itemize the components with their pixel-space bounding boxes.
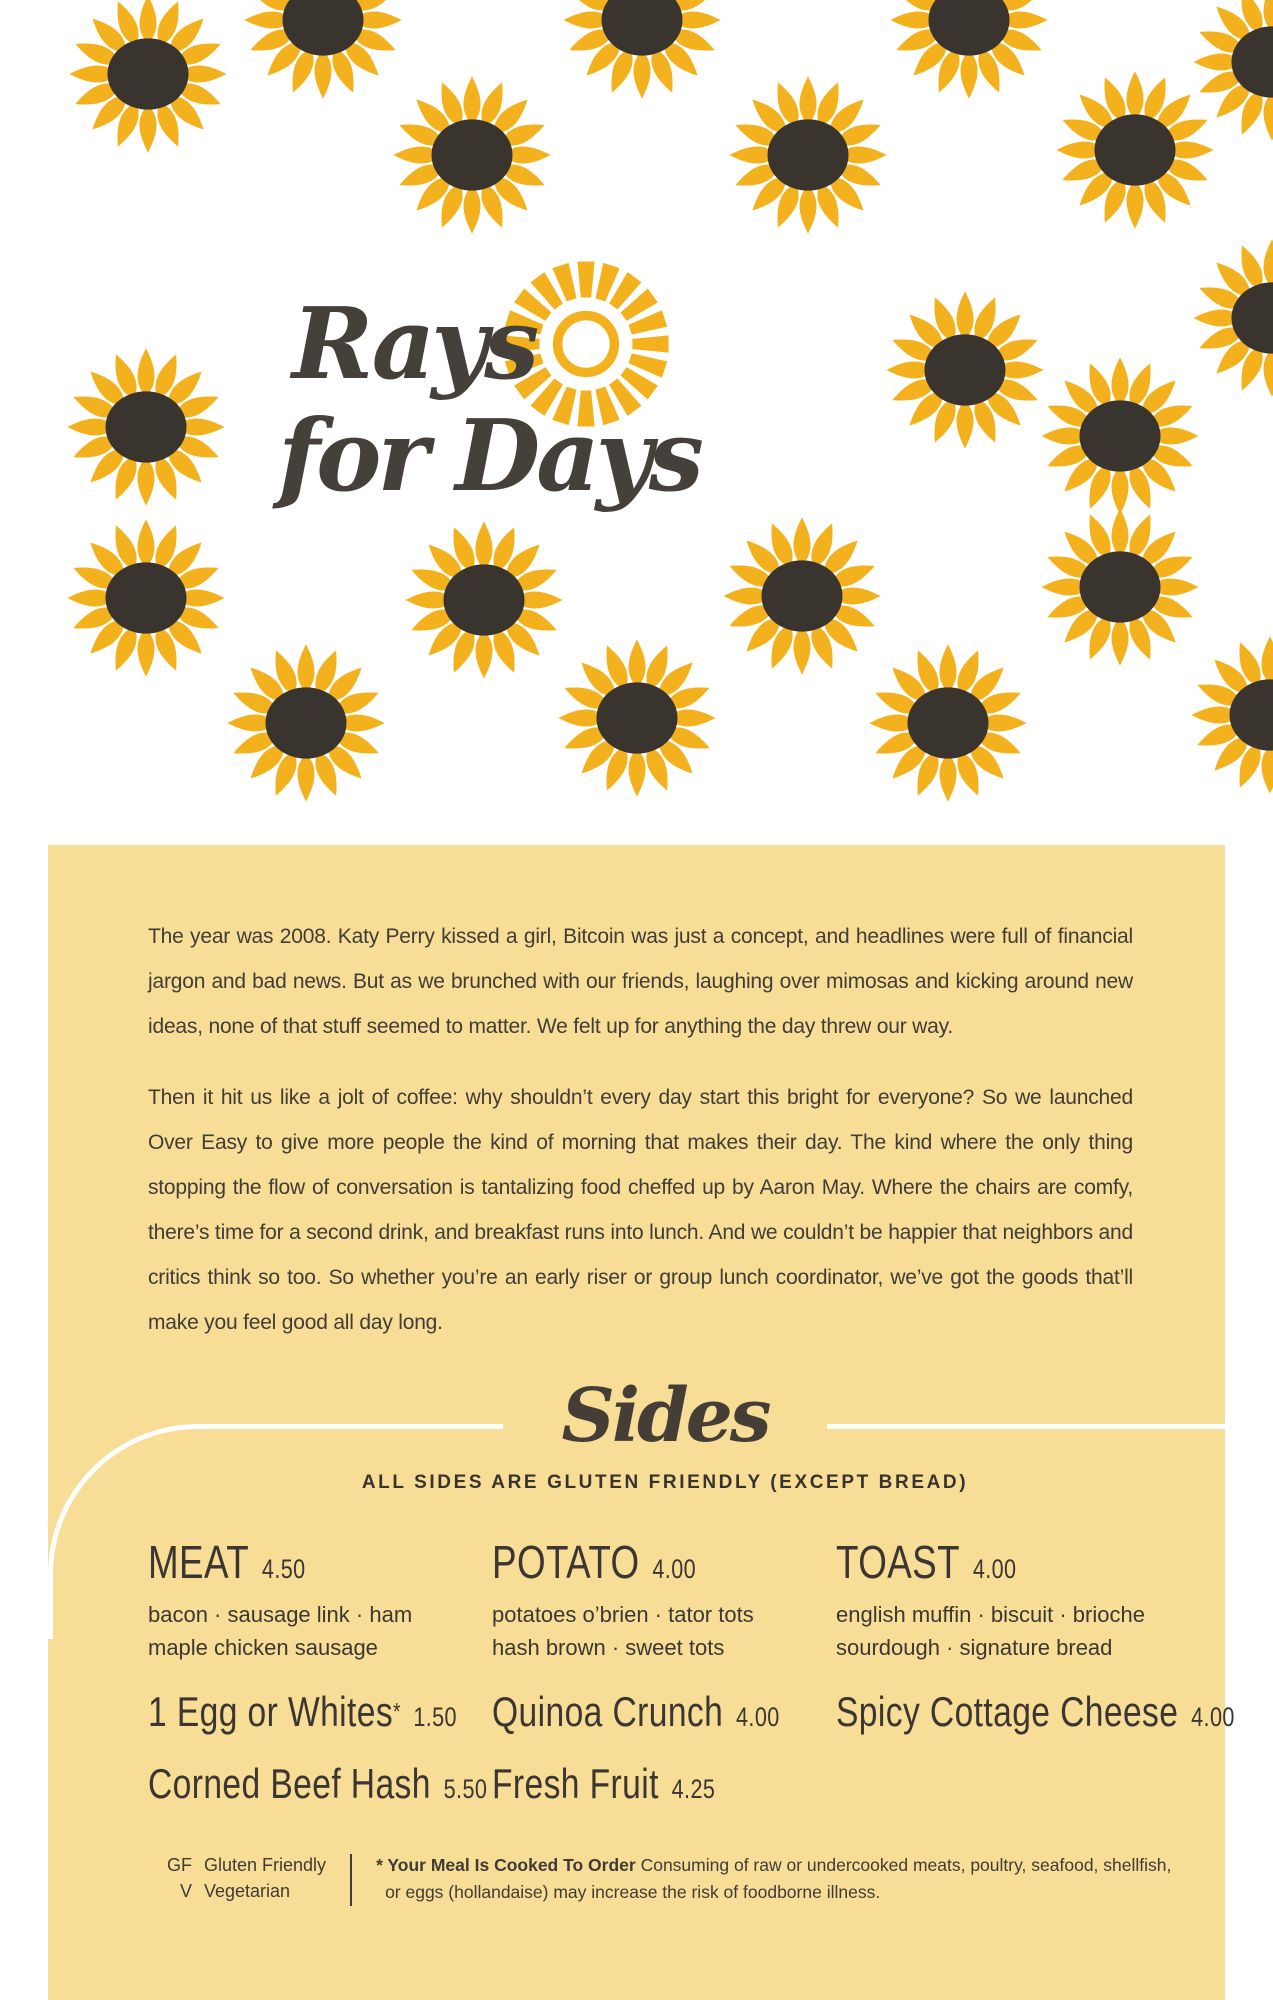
- dietary-legend: [148, 1852, 326, 1904]
- item-price: 5.50: [443, 1774, 488, 1804]
- menu-item-quinoa-crunch: [492, 1688, 780, 1736]
- group-name-row: [836, 1538, 1113, 1586]
- sunflower-decoration: [884, 289, 1046, 456]
- intro-story: [148, 914, 1133, 1371]
- sunflower-icon: [884, 289, 1046, 451]
- menu-group-meat: [148, 1538, 492, 1664]
- sides-heading-wrap: [148, 1369, 1182, 1463]
- sides-heading: Sides: [503, 1369, 826, 1463]
- group-desc: sourdough · signature bread: [836, 1635, 1113, 1660]
- group-name-row: [148, 1538, 423, 1586]
- sides-menu: [148, 1536, 1235, 1808]
- sunflower-icon: [403, 519, 565, 681]
- sunflower-icon: [561, 0, 723, 101]
- logo-word-for-days: for Days: [278, 399, 700, 514]
- logo-word-rays: Rays: [292, 287, 536, 402]
- sides-subtitle: ALL SIDES ARE GLUTEN FRIENDLY (EXCEPT BREAD): [361, 1472, 969, 1493]
- sunflower-icon: [65, 517, 227, 679]
- legend-abbr-gf: GF: [167, 1855, 192, 1875]
- sunflower-icon: [721, 515, 883, 677]
- sunflower-decoration: [65, 517, 227, 684]
- group-desc: bacon · sausage link · ham: [148, 1602, 413, 1627]
- item-price: 4.00: [736, 1702, 780, 1732]
- sunflower-icon: [727, 74, 889, 236]
- sunflower-icon: [1189, 634, 1273, 796]
- sunflower-icon: [1039, 355, 1201, 517]
- hero-section: [0, 0, 1273, 845]
- menu-item-egg: [148, 1688, 457, 1736]
- item-name: Quinoa Crunch: [492, 1688, 724, 1735]
- sunflower-decoration: [721, 515, 883, 682]
- sunflower-decoration: [225, 642, 387, 809]
- sunflower-icon: [65, 346, 227, 508]
- menu-group-toast: [836, 1538, 1182, 1664]
- sunflower-decoration: [67, 0, 229, 160]
- cooked-to-order-disclaimer: [376, 1852, 1171, 1906]
- item-price: 1.50: [413, 1702, 457, 1732]
- menu-group-potato: [492, 1538, 836, 1664]
- group-desc: hash brown · sweet tots: [492, 1635, 725, 1660]
- sunflower-icon: [1039, 506, 1201, 668]
- sunflower-icon: [391, 74, 553, 236]
- item-asterisk: *: [393, 1698, 401, 1726]
- sunflower-icon: [67, 0, 229, 155]
- sunflower-decoration: [1039, 355, 1201, 522]
- yellow-panel: [48, 845, 1235, 2000]
- group-price: 4.00: [972, 1554, 1017, 1584]
- sunflower-icon: [225, 642, 387, 804]
- sunflower-decoration: [727, 74, 889, 241]
- legend-label-gf: Gluten Friendly: [204, 1855, 327, 1875]
- menu-item-fresh-fruit: [492, 1760, 767, 1808]
- sunflower-decoration: [242, 0, 404, 106]
- group-price: 4.50: [261, 1554, 306, 1584]
- item-name: 1 Egg or Whites: [148, 1688, 394, 1735]
- footer-divider: [350, 1854, 352, 1906]
- disclaimer-line2: or eggs (hollandaise) may increase the risk of foodborne illness.: [385, 1882, 881, 1902]
- intro-paragraph-2: Then it hit us like a jolt of coffee: why shouldn’t every day start this bright for everyone? So we launched Over Easy to give more people the kind of morning that makes their day. The kind where the only thing stopping the flow of conversation is tantalizing food cheffed up by Aaron May. Where the chairs are comfy, there’s time for a second drink, and breakfast runs into lunch. And we couldn’t be happier that neighbors and critics think so too. So whether you’re an early riser or group lunch coordinator, we’ve got the goods that’ll make you feel good all day long.: [148, 1086, 1133, 1334]
- sunflower-decoration: [391, 74, 553, 241]
- group-desc: potatoes o’brien · tator tots: [492, 1602, 754, 1627]
- disclaimer-line1: Consuming of raw or undercooked meats, poultry, seafood, shellfish,: [640, 1855, 1172, 1875]
- item-name: Spicy Cottage Cheese: [836, 1688, 1179, 1735]
- item-name: Corned Beef Hash: [148, 1760, 431, 1807]
- sunflower-decoration: [403, 519, 565, 686]
- sunflower-decoration: [1039, 506, 1201, 673]
- item-price: 4.25: [671, 1774, 716, 1804]
- group-desc: english muffin · biscuit · brioche: [836, 1602, 1145, 1627]
- group-name: MEAT: [148, 1536, 250, 1588]
- legend-abbr-v: V: [179, 1881, 192, 1901]
- group-name-row: [492, 1538, 767, 1586]
- sunflower-icon: [556, 637, 718, 799]
- intro-paragraph-1: The year was 2008. Katy Perry kissed a girl, Bitcoin was just a concept, and headlines were full of financial jargon and bad news. But as we brunched with our friends, laughing over mimosas and kicking around new ideas, none of that stuff seemed to matter. We felt up for anything the day threw our way.: [148, 925, 1133, 1038]
- sunflower-decoration: [1191, 0, 1273, 148]
- sunflower-decoration: [556, 637, 718, 804]
- sunflower-decoration: [1191, 237, 1273, 404]
- sunflower-decoration: [65, 346, 227, 513]
- sunflower-icon: [1191, 0, 1273, 143]
- item-name: Fresh Fruit: [492, 1760, 659, 1807]
- menu-item-corned-beef-hash: [148, 1760, 488, 1808]
- sunflower-icon: [888, 0, 1050, 101]
- group-desc: maple chicken sausage: [148, 1635, 378, 1660]
- sunflower-decoration: [561, 0, 723, 106]
- sunflower-decoration: [1189, 634, 1273, 801]
- group-name: POTATO: [492, 1536, 640, 1588]
- footer: [148, 1852, 1171, 1906]
- menu-item-spicy-cottage-cheese: [836, 1688, 1235, 1736]
- sunflower-decoration: [888, 0, 1050, 106]
- sunflower-icon: [242, 0, 404, 101]
- item-price: 4.00: [1191, 1702, 1235, 1732]
- disclaimer-bold: * Your Meal Is Cooked To Order: [376, 1855, 636, 1875]
- legend-label-v: Vegetarian: [204, 1881, 291, 1901]
- sunflower-icon: [1191, 237, 1273, 399]
- sunflower-decoration: [867, 642, 1029, 809]
- sunflower-icon: [867, 642, 1029, 804]
- group-name: TOAST: [836, 1536, 961, 1588]
- group-price: 4.00: [652, 1554, 697, 1584]
